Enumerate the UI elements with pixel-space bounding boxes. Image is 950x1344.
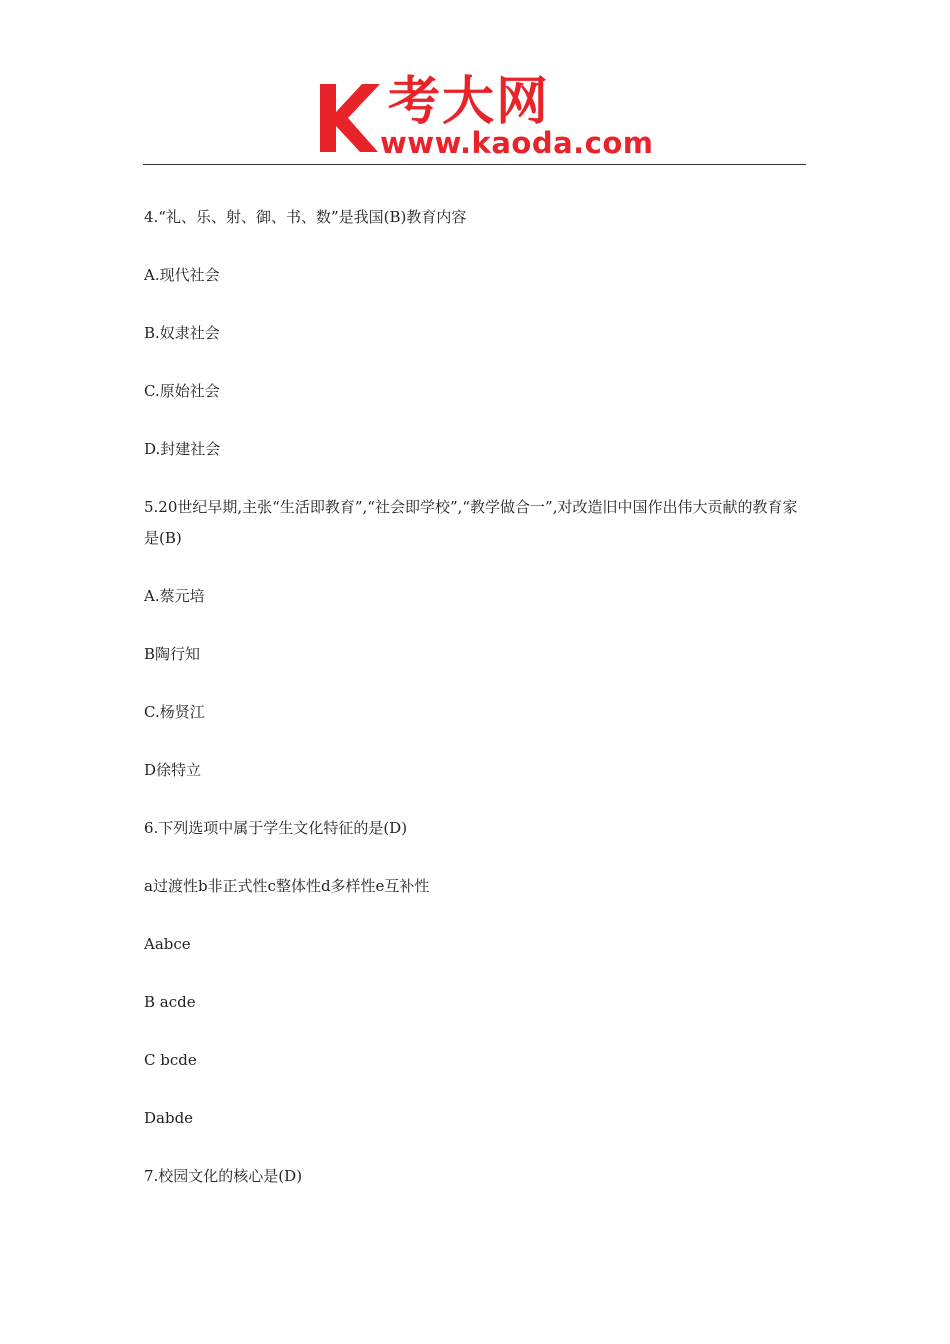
option-5b: B陶行知 bbox=[144, 645, 201, 663]
document-body bbox=[144, 202, 806, 1219]
option-4a: A.现代社会 bbox=[144, 266, 220, 284]
kaoda-logo[interactable] bbox=[318, 72, 654, 164]
question-6-items: a过渡性b非正式性c整体性d多样性e互补性 bbox=[144, 877, 430, 895]
option-4b: B.奴隶社会 bbox=[144, 324, 220, 342]
option-4c: C.原始社会 bbox=[144, 382, 220, 400]
question-7: 7.校园文化的核心是(D) bbox=[144, 1167, 303, 1185]
header-divider bbox=[143, 164, 806, 165]
logo-url-text: www.kaoda.com bbox=[380, 126, 654, 160]
option-5a: A.蔡元培 bbox=[144, 587, 205, 605]
question-6: 6.下列选项中属于学生文化特征的是(D) bbox=[144, 819, 408, 837]
page-header bbox=[0, 0, 950, 168]
option-4d: D.封建社会 bbox=[144, 440, 221, 458]
option-6c: C bcde bbox=[144, 1051, 197, 1069]
k-logo-icon bbox=[318, 80, 382, 154]
option-5c: C.杨贤江 bbox=[144, 703, 205, 721]
option-6d: Dabde bbox=[144, 1109, 194, 1127]
option-6a: Aabce bbox=[144, 935, 191, 953]
option-6b: B acde bbox=[144, 993, 196, 1011]
logo-chinese-name: 考大网 bbox=[388, 72, 551, 132]
question-5: 5.20世纪早期,主张“生活即教育”,“社会即学校”,“教学做合一”,对改造旧中国作出伟大贡献的教育家是(B) bbox=[144, 498, 798, 547]
question-4: 4.“礼、乐、射、御、书、数”是我国(B)教育内容 bbox=[144, 208, 467, 226]
option-5d: D徐特立 bbox=[144, 761, 202, 779]
